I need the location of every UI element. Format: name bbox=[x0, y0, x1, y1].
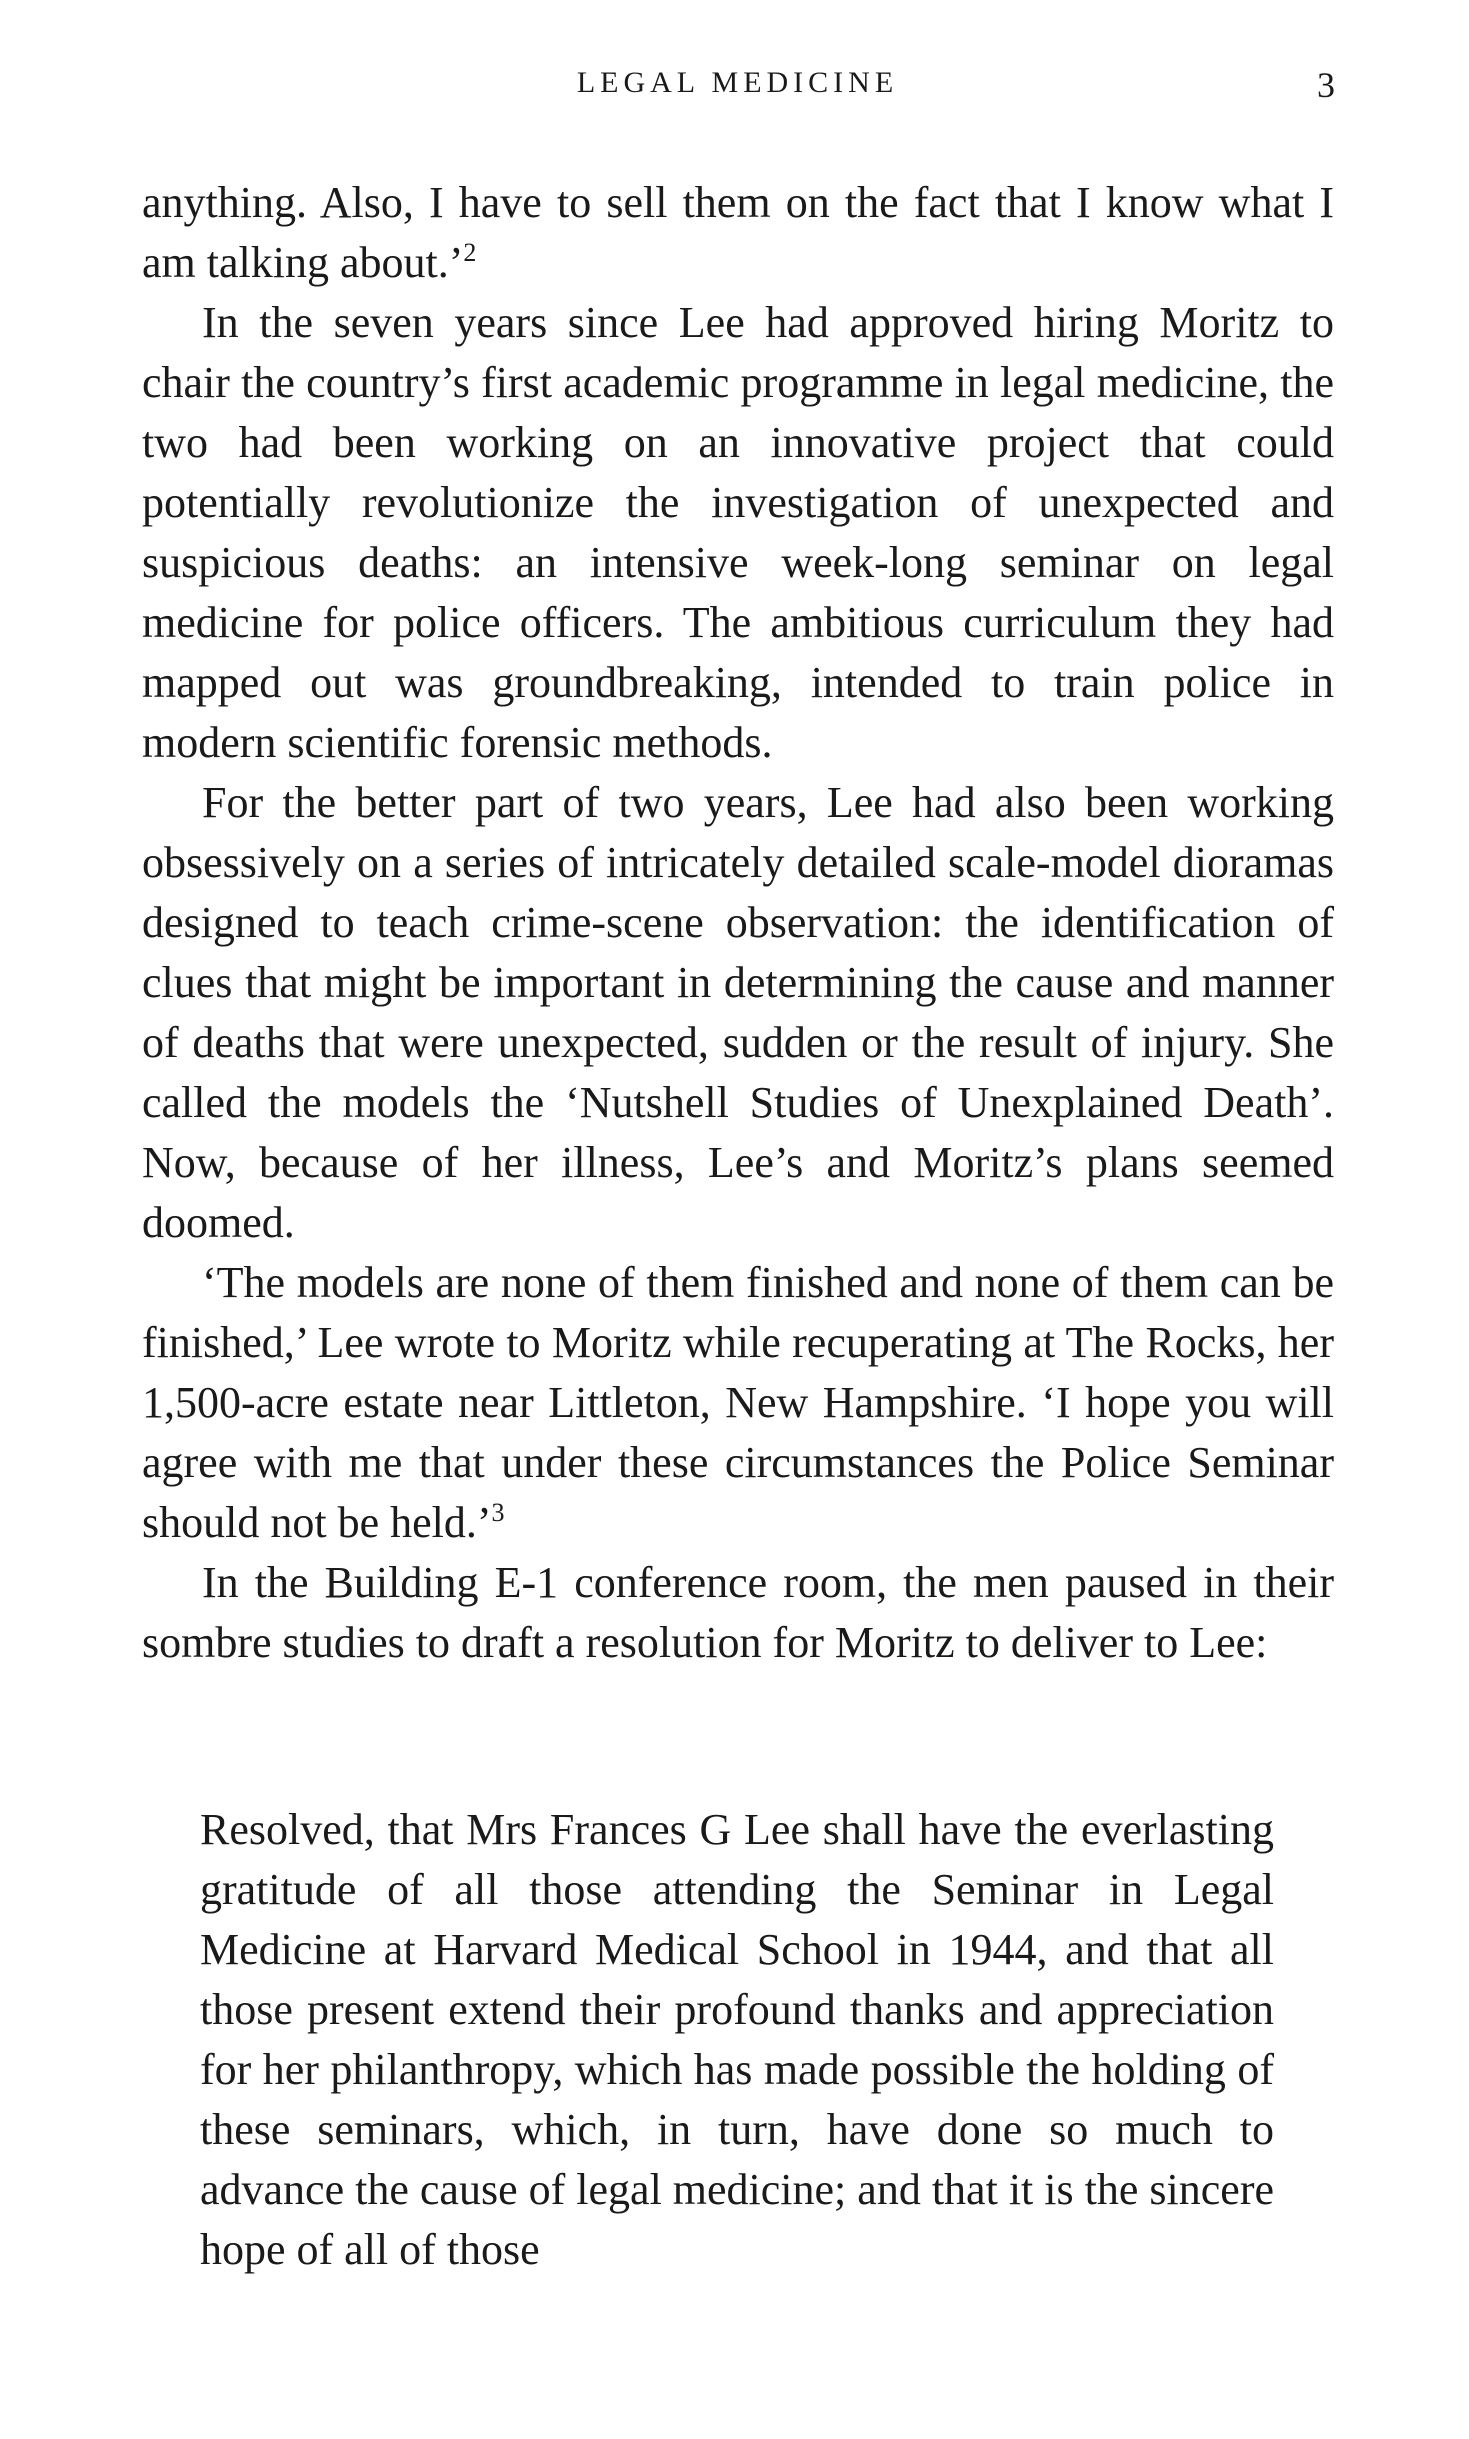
paragraph-5-text: In the Building E-1 conference room, the men paused in their sombre studies to draft a resolution for Moritz to deliver to Lee: bbox=[142, 1558, 1334, 1667]
running-head bbox=[140, 64, 1335, 114]
running-title: LEGAL MEDICINE bbox=[576, 66, 899, 99]
body-text bbox=[142, 173, 1334, 1673]
paragraph-1-text: anything. Also, I have to sell them on the fact that I know what I am talking about.’ bbox=[142, 178, 1334, 287]
resolution-text: Resolved, that Mrs Frances G Lee shall have the everlasting gratitude of all those attending the Seminar in Legal Medicine at Harvard Medical School in 1944, and that all those present extend their profound thanks and appreciation for her philanthropy, which has made possible the holding of these seminars, which, in turn, have done so much to advance the cause of legal medicine; and that it is the sincere hope of all of those bbox=[200, 1805, 1274, 2274]
paragraph-4-text: ‘The models are none of them finished and none of them can be finished,’ Lee wrote to Moritz while recuperating at The Rocks, her 1,500-acre estate near Littleton, New Hampshire. ‘I hope you will agree with me that under these circumstances the Police Seminar should not be held.’ bbox=[142, 1258, 1334, 1547]
paragraph-continued bbox=[142, 173, 1334, 293]
footnote-marker-3: 3 bbox=[491, 1498, 505, 1527]
paragraph-letter bbox=[142, 1253, 1334, 1553]
page-number: 3 bbox=[1317, 65, 1335, 105]
paragraph-seminar bbox=[142, 293, 1334, 773]
paragraph-dioramas bbox=[142, 773, 1334, 1253]
paragraph-resolution-intro bbox=[142, 1553, 1334, 1673]
resolution-quote bbox=[200, 1800, 1274, 2280]
paragraph-2-text: In the seven years since Lee had approved hiring Moritz to chair the country’s first academic programme in legal medicine, the two had been working on an innovative project that could potentially revolutionize the investigation of unexpected and suspicious deaths: an intensive week-long seminar on legal medicine for police officers. The ambitious curriculum they had mapped out was groundbreaking, intended to train police in modern scientific forensic methods. bbox=[142, 298, 1334, 767]
paragraph-3-text: For the better part of two years, Lee had also been working obsessively on a series of intricately detailed scale-model dioramas designed to teach crime-scene observation: the identification of clues that might be important in determining the cause and manner of deaths that were unexpected, sudden or the result of injury. She called the models the ‘Nutshell Studies of Unexplained Death’. Now, because of her illness, Lee’s and Moritz’s plans seemed doomed. bbox=[142, 778, 1334, 1247]
footnote-marker-2: 2 bbox=[463, 238, 477, 267]
